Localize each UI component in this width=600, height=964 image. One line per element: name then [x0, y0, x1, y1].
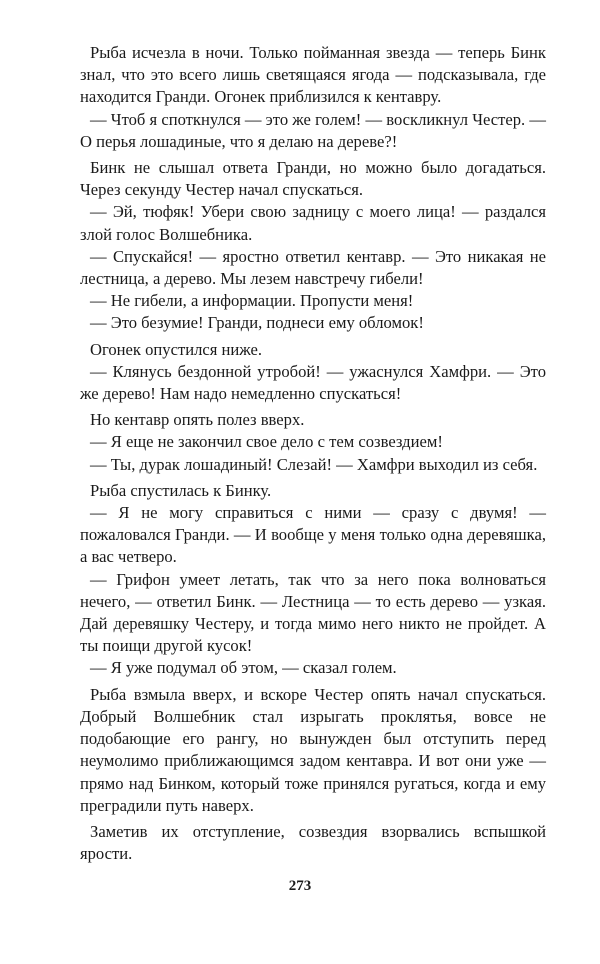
- paragraph: Огонек опустился ниже.: [90, 339, 263, 359]
- paragraph: — Не гибели, а информации. Пропусти меня!: [90, 291, 414, 311]
- page-text: [80, 42, 546, 865]
- paragraph: Но кентавр опять полез вверх.: [90, 410, 305, 430]
- paragraph: Бинк не слышал ответа Гранди, но можно было догадаться. Через секунду Честер начал спускаться.: [80, 158, 546, 200]
- paragraph: — Грифон умеет летать, так что за него пока волноваться нечего, — ответил Бинк. — Лестница — то есть дерево — узкая. Дай деревяшку Честеру, и тогда мимо него никто не пройдет. А ты поищи другой кусок!: [80, 569, 546, 656]
- paragraph: — Ты, дурак лошадиный! Слезай! — Хамфри выходил из себя.: [90, 454, 538, 474]
- page-number: 273: [288, 878, 312, 894]
- paragraph: Рыба взмыла вверх, и вскоре Честер опять начал спускаться. Добрый Волшебник стал изрыгать проклятья, вовсе не подобающие его рангу, но вынужден был отступить перед неумолимо приближающимся задом кентавра. И вот они уже — прямо над Бинком, который тоже принялся ругаться, когда и ему преградили путь наверх.: [80, 684, 546, 815]
- paragraph: Заметив их отступление, созвездия взорвались вспышкой ярости.: [80, 821, 546, 864]
- paragraph: — Спускайся! — яростно ответил кентавр. — Это никакая не лестница, а дерево. Мы лезем навстречу гибели!: [80, 246, 546, 289]
- paragraph: — Эй, тюфяк! Убери свою задницу с моего лица! — раздался злой голос Волшебника.: [80, 202, 546, 244]
- paragraph: — Чтоб я споткнулся — это же голем! — воскликнул Честер. — О перья лошадиные, что я делаю на дереве?!: [80, 109, 546, 151]
- paragraph: — Клянусь бездонной утробой! — ужаснулся Хамфри. — Это же дерево! Нам надо немедленно спускаться!: [80, 361, 546, 404]
- paragraph: Рыба спустилась к Бинку.: [90, 480, 272, 500]
- paragraph: — Это безумие! Гранди, поднеси ему обломок!: [90, 313, 424, 333]
- paragraph: — Я еще не закончил свое дело с тем созвездием!: [90, 432, 443, 452]
- paragraph: — Я не могу справиться с ними — сразу с двумя! — пожаловался Гранди. — И вообще у меня только одна деревяшка, а вас четверо.: [80, 503, 546, 567]
- paragraph: Рыба исчезла в ночи. Только пойманная звезда — теперь Бинк знал, что это всего лишь светящаяся ягода — подсказывала, где находится Гранди. Огонек приблизился к кентавру.: [80, 43, 546, 107]
- paragraph: — Я уже подумал об этом, — сказал голем.: [90, 658, 397, 678]
